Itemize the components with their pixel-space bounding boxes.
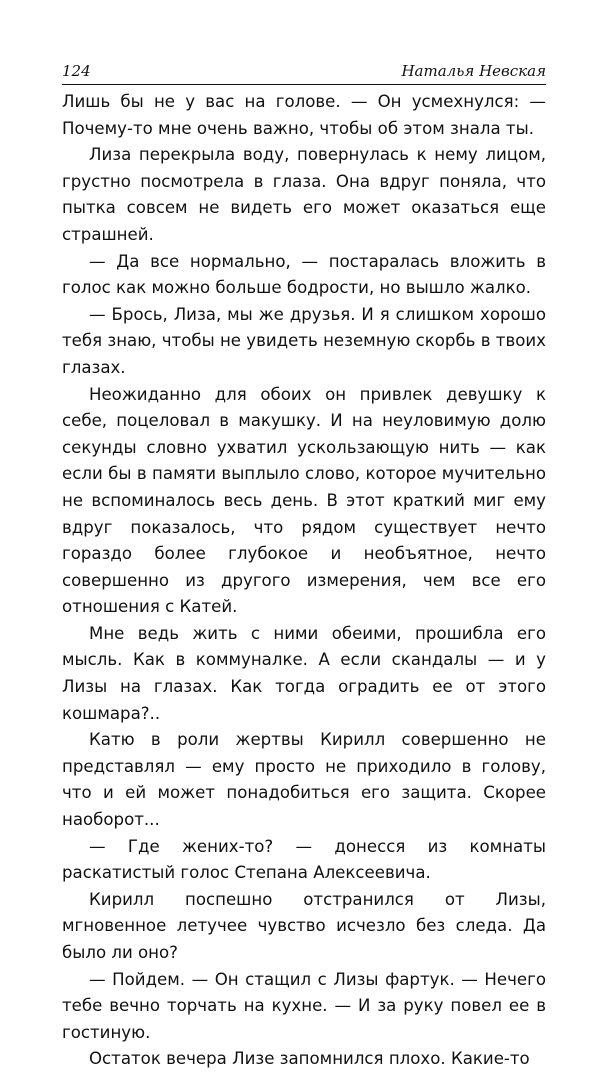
paragraph: — Да все нормально, — постаралась вложить в голос как можно больше бодрости, но вышло жалко. [62,251,546,298]
paragraph: Лишь бы не у вас на голове. — Он усмехнулся: — Почему-то мне очень важно, чтобы об этом знала ты. [62,92,546,138]
paragraph: Лиза перекрыла воду, повернулась к нему лицом, грустно посмотрела в глаза. Она вдруг поняла, что пытка совсем не видеть его может оказаться еще страшней. [62,145,546,244]
body-text [62,89,546,1073]
paragraph: Кирилл поспешно отстранился от Лизы, мгновенное летучее чувство исчезло без следа. Да было ли оно? [62,889,546,962]
paragraph: Неожиданно для обоих он привлек девушку к себе, поцеловал в макушку. И на неуловимую долю секунды словно ухватил ускользающую нить — как если бы в памяти выплыло слово, которое мучительно не вспоминалось весь день. В этот краткий миг ему вдруг показалось, что рядом существует нечто гораздо более глубокое и необъятное, нечто совершенно из другого измерения, чем все его отношения с Катей. [62,384,546,617]
page-number: 124 [62,62,91,80]
paragraph: Мне ведь жить с ними обеими, прошибла его мысль. Как в коммуналке. А если скандалы — и у Лизы на глазах. Как тогда оградить ее от этого кошмара?.. [62,623,546,723]
paragraph: Остаток вечера Лизе запомнился плохо. Какие-то [89,1049,530,1069]
paragraph: — Где жених-то? — донесся из комнаты раскатистый голос Степана Алексеевича. [62,836,546,883]
paragraph: — Брось, Лиза, мы же друзья. И я слишком хорошо тебя знаю, чтобы не увидеть неземную скорбь в твоих глазах. [62,304,546,377]
running-title: Наталья Невская [401,62,546,80]
paragraph: — Пойдем. — Он стащил с Лизы фартук. — Нечего тебе вечно торчать на кухне. — И за руку повел ее в гостиную. [62,969,546,1042]
paragraph: Катю в роли жертвы Кирилл совершенно не представлял — ему просто не приходило в голову, что и ей может понадобиться его защита. Скорее наоборот... [62,730,546,830]
book-page [62,62,546,1073]
running-header [62,62,546,85]
